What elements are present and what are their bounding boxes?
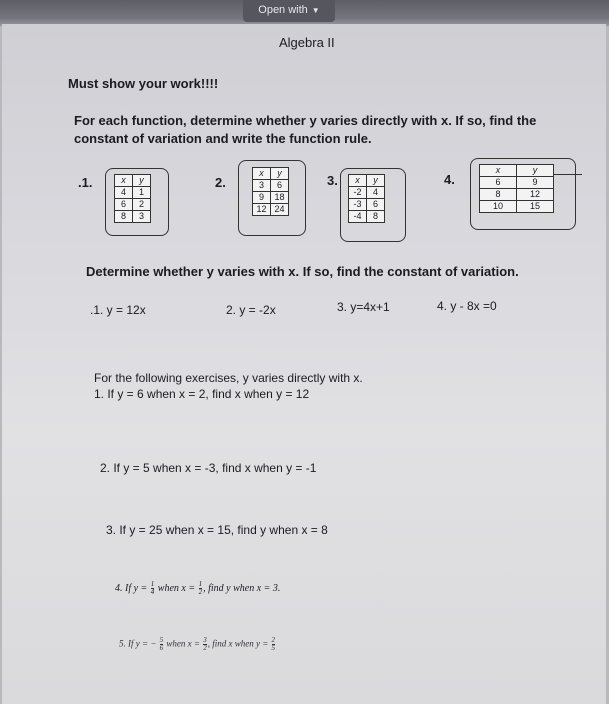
worksheet-page xyxy=(2,24,606,704)
open-with-label: Open with xyxy=(258,4,308,16)
table-cell: 6 xyxy=(115,199,133,211)
section2-item-3: 3. y=4x+1 xyxy=(337,300,390,314)
fraction-denominator: 5 xyxy=(271,644,276,652)
question-5-text-3: , find x when y = xyxy=(207,638,269,649)
table-cell: 1 xyxy=(133,187,151,199)
table-cell: -4 xyxy=(349,211,367,223)
course-title: Algebra II xyxy=(279,35,335,50)
table2-label: 2. xyxy=(215,175,226,190)
question-3: 3. If y = 25 when x = 15, find y when x = 8 xyxy=(106,523,328,537)
viewer-toolbar xyxy=(0,0,609,26)
section1-instruction-line2: constant of variation and write the function rule. xyxy=(74,131,372,146)
table1 xyxy=(114,174,151,223)
table3-label: 3. xyxy=(327,173,338,188)
table-cell: 3 xyxy=(253,180,271,192)
section2-instruction: Determine whether y varies with x. If so, find the constant of variation. xyxy=(86,264,519,279)
fraction-five-sixths xyxy=(160,637,164,652)
table1-header-x: x xyxy=(115,175,133,187)
table3 xyxy=(348,174,385,223)
question-1: 1. If y = 6 when x = 2, find x when y = 12 xyxy=(94,387,310,401)
table-cell: 15 xyxy=(517,201,554,213)
table-cell: 12 xyxy=(517,189,554,201)
fraction-two-fifths xyxy=(272,637,276,652)
table3-header-y: y xyxy=(367,175,385,187)
fraction-denominator: 2 xyxy=(198,588,203,596)
question-4-number: 4. xyxy=(115,582,123,594)
fraction-denominator: 6 xyxy=(159,644,164,652)
table2-header-x: x xyxy=(253,168,271,180)
fraction-denominator: 4 xyxy=(150,588,155,596)
table4-label: 4. xyxy=(444,172,455,187)
question-4 xyxy=(115,581,280,596)
table-cell: 9 xyxy=(253,192,271,204)
table-cell: 4 xyxy=(367,187,385,199)
table3-header-x: x xyxy=(349,175,367,187)
question-5-text-2: when x = xyxy=(166,638,200,649)
question-2: 2. If y = 5 when x = -3, find x when y = -1 xyxy=(100,461,317,475)
question-4-text-3: , find y when x = 3. xyxy=(203,582,281,594)
fraction-numerator: 2 xyxy=(271,636,276,644)
fraction-denominator: 2 xyxy=(203,644,207,652)
table-cell: 8 xyxy=(480,189,517,201)
table-cell: 8 xyxy=(115,211,133,223)
fraction-one-half xyxy=(199,581,203,596)
fraction-three-halves xyxy=(203,637,207,652)
question-4-text-2: when x = xyxy=(157,582,196,594)
table-cell: 6 xyxy=(367,199,385,211)
table2 xyxy=(252,167,289,216)
table-cell: -2 xyxy=(349,187,367,199)
table-cell: 18 xyxy=(271,192,289,204)
table4 xyxy=(479,164,554,213)
question-4-text-1: If y = xyxy=(125,582,148,594)
table-cell: 10 xyxy=(480,201,517,213)
table4-header-x: x xyxy=(480,165,517,177)
table-cell: 24 xyxy=(271,204,289,216)
table4-header-y: y xyxy=(517,165,554,177)
fraction-numerator: 1 xyxy=(150,580,155,588)
caret-down-icon: ▼ xyxy=(311,6,320,15)
section2-item-1: .1. y = 12x xyxy=(90,303,146,317)
table-cell: 2 xyxy=(133,199,151,211)
table-cell: -3 xyxy=(349,199,367,211)
must-show-heading: Must show your work!!!! xyxy=(68,76,219,91)
section3-intro: For the following exercises, y varies directly with x. xyxy=(94,371,363,385)
table-cell: 6 xyxy=(480,177,517,189)
table-cell: 6 xyxy=(271,180,289,192)
table2-header-y: y xyxy=(271,168,289,180)
fraction-numerator: 3 xyxy=(203,636,207,644)
question-5 xyxy=(119,637,276,652)
table-cell: 9 xyxy=(517,177,554,189)
table-cell: 3 xyxy=(133,211,151,223)
table-cell: 12 xyxy=(253,204,271,216)
fraction-numerator: 5 xyxy=(159,636,164,644)
question-5-number: 5. xyxy=(119,638,126,649)
section1-instruction-line1: For each function, determine whether y varies directly with x. If so, find the xyxy=(74,113,537,128)
section2-item-4: 4. y - 8x =0 xyxy=(437,299,497,313)
fraction-numerator: 1 xyxy=(198,580,203,588)
fraction-one-fourth xyxy=(151,581,155,596)
open-with-button[interactable] xyxy=(243,0,335,22)
section2-item-2: 2. y = -2x xyxy=(226,303,276,317)
table-cell: 8 xyxy=(367,211,385,223)
table-cell: 4 xyxy=(115,187,133,199)
table1-label: .1. xyxy=(78,175,93,190)
table1-header-y: y xyxy=(133,175,151,187)
question-5-text-1: If y = − xyxy=(128,638,157,649)
